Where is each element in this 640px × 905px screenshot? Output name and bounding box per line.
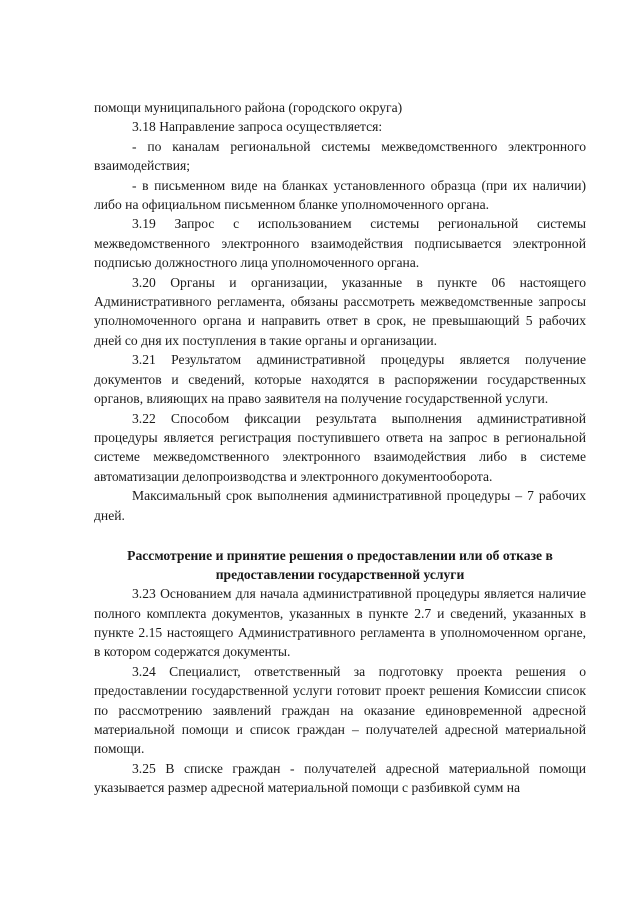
section-heading: Рассмотрение и принятие решения о предоставлении или об отказе в предоставлении государственной услуги [127, 547, 553, 582]
paragraph-3-20: 3.20 Органы и организации, указанные в пункте 06 настоящего Административного регламента, обязаны рассмотреть межведомственные запросы уполномоченного органа и направить ответ в срок, не превышающий 5 рабочих дней со дня их поступления в такие органы и организации. [94, 274, 586, 348]
paragraph-3-22: 3.22 Способом фиксации результата выполнения административной процедуры является регистрация поступившего ответа на запрос в региональной системе межведомственного электронного взаимодействия либо в системе автоматизации делопроизводства и электронного документооборота. [94, 410, 586, 484]
paragraph-3-21: 3.21 Результатом административной процедуры является получение документов и сведений, которые находятся в распоряжении государственных органов, влияющих на право заявителя на получение государственной услуги. [94, 352, 586, 407]
list-item-electronic-channel: - по каналам региональной системы межведомственного электронного взаимодействия; [94, 138, 586, 174]
paragraph-3-19: 3.19 Запрос с использованием системы региональной системы межведомственного электронного взаимодействия подписывается электронной подписью должностного лица уполномоченного органа. [94, 216, 586, 271]
list-item-written-form: - в письменном виде на бланках установленного образца (при их наличии) либо на официальном письменном бланке уполномоченного органа. [94, 177, 586, 213]
document-body [94, 98, 586, 798]
paragraph-continuation: помощи муниципального района (городского округа) [94, 100, 403, 115]
paragraph-3-18: 3.18 Направление запроса осуществляется: [132, 119, 383, 135]
paragraph-3-23: 3.23 Основанием для начала административной процедуры является наличие полного комплекта документов, указанных в пункте 2.7 и сведений, указанных в пункте 2.15 настоящего Административного регламента в уполномоченном органе, в котором содержатся документы. [94, 586, 586, 660]
paragraph-3-25: 3.25 В списке граждан - получателей адресной материальной помощи указывается размер адресной материальной помощи с разбивкой сумм на [94, 760, 586, 796]
paragraph-3-24: 3.24 Специалист, ответственный за подготовку проекта решения о предоставлении государственной услуги готовит проект решения Комиссии список по рассмотрению заявлений граждан на оказание единовременной адресной материальной помощи и список граждан – получателей адресной материальной помощи. [94, 663, 586, 757]
section-spacer [94, 525, 586, 547]
paragraph-max-term: Максимальный срок выполнения административной процедуры – 7 рабочих дней. [94, 488, 586, 523]
